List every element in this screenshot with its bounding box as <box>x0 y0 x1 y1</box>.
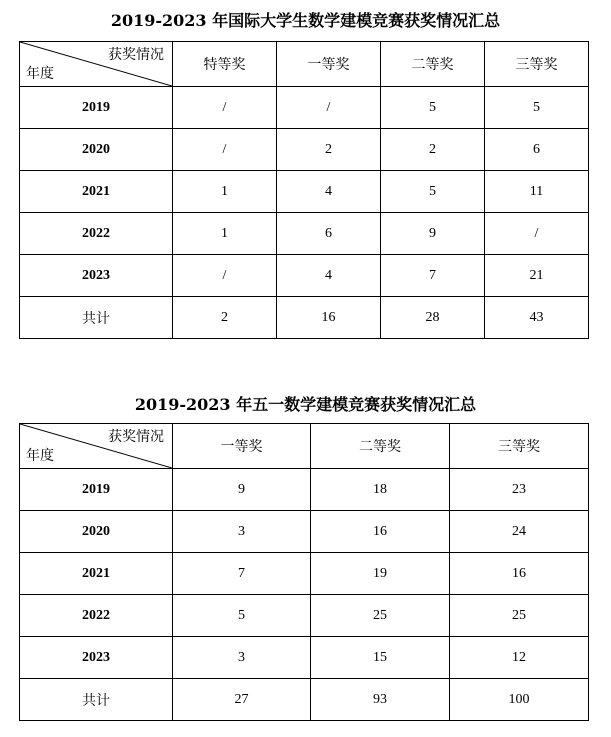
table-cell: 2 <box>173 297 277 339</box>
table-cell: 25 <box>450 595 589 637</box>
table-cell: 4 <box>277 255 381 297</box>
table-cell: / <box>277 87 381 129</box>
table-cell: 7 <box>173 553 311 595</box>
column-header: 二等奖 <box>311 424 450 469</box>
table-cell: 3 <box>173 511 311 553</box>
table-cell: 6 <box>485 129 589 171</box>
corner-label-awards: 获奖情况 <box>108 47 164 63</box>
row-year: 2019 <box>20 87 173 129</box>
table-total-row <box>20 297 589 339</box>
table-cell: 28 <box>381 297 485 339</box>
row-year: 2022 <box>20 595 173 637</box>
row-year: 2022 <box>20 213 173 255</box>
table-cell: 16 <box>450 553 589 595</box>
table-row <box>20 469 589 511</box>
corner-label-year: 年度 <box>26 448 54 464</box>
table2-corner-cell <box>20 424 173 469</box>
table-cell: 9 <box>381 213 485 255</box>
table-cell: 9 <box>173 469 311 511</box>
column-header: 一等奖 <box>277 42 381 87</box>
table2-title: 2019-2023 年五一数学建模竞赛获奖情况汇总 <box>134 395 477 414</box>
table-cell: 5 <box>173 595 311 637</box>
corner-label-awards: 获奖情况 <box>108 429 164 445</box>
table1-header-row <box>20 42 589 87</box>
table2-header-row <box>20 424 589 469</box>
row-year: 2021 <box>20 553 173 595</box>
column-header: 三等奖 <box>450 424 589 469</box>
table-cell: 24 <box>450 511 589 553</box>
table-cell: 2 <box>381 129 485 171</box>
table-row <box>20 255 589 297</box>
table-cell: 5 <box>381 171 485 213</box>
table-cell: 19 <box>311 553 450 595</box>
row-year: 2019 <box>20 469 173 511</box>
table1-icm-awards <box>19 41 589 339</box>
table-cell: 3 <box>173 637 311 679</box>
row-year: 2021 <box>20 171 173 213</box>
table-cell: / <box>173 87 277 129</box>
table-cell: 16 <box>277 297 381 339</box>
table-cell: 7 <box>381 255 485 297</box>
row-year: 2020 <box>20 511 173 553</box>
table-cell: 21 <box>485 255 589 297</box>
corner-label-year: 年度 <box>26 66 54 82</box>
table1-title: 2019-2023 年国际大学生数学建模竞赛获奖情况汇总 <box>110 11 501 30</box>
table2-mayday-awards <box>19 423 589 721</box>
row-total-label: 共计 <box>20 679 173 721</box>
table-cell: 15 <box>311 637 450 679</box>
column-header: 三等奖 <box>485 42 589 87</box>
table-row <box>20 553 589 595</box>
table-cell: 18 <box>311 469 450 511</box>
table-total-row <box>20 679 589 721</box>
row-year: 2023 <box>20 255 173 297</box>
table-row <box>20 595 589 637</box>
table-cell: / <box>173 255 277 297</box>
table-cell: 1 <box>173 171 277 213</box>
table1-corner-cell <box>20 42 173 87</box>
table-row <box>20 511 589 553</box>
table-row <box>20 129 589 171</box>
table-cell: 1 <box>173 213 277 255</box>
table-cell: 93 <box>311 679 450 721</box>
table-cell: 16 <box>311 511 450 553</box>
row-year: 2020 <box>20 129 173 171</box>
table-cell: 43 <box>485 297 589 339</box>
table-cell: 27 <box>173 679 311 721</box>
table-row <box>20 213 589 255</box>
table-row <box>20 171 589 213</box>
table-cell: 2 <box>277 129 381 171</box>
table-cell: 100 <box>450 679 589 721</box>
column-header: 二等奖 <box>381 42 485 87</box>
row-total-label: 共计 <box>20 297 173 339</box>
table-cell: 23 <box>450 469 589 511</box>
table-row <box>20 637 589 679</box>
row-year: 2023 <box>20 637 173 679</box>
table-row <box>20 87 589 129</box>
table-cell: 11 <box>485 171 589 213</box>
column-header: 一等奖 <box>173 424 311 469</box>
table-cell: 5 <box>381 87 485 129</box>
column-header: 特等奖 <box>173 42 277 87</box>
table-cell: 12 <box>450 637 589 679</box>
table-cell: 5 <box>485 87 589 129</box>
table-cell: / <box>173 129 277 171</box>
table-cell: 4 <box>277 171 381 213</box>
table-cell: 25 <box>311 595 450 637</box>
table-cell: 6 <box>277 213 381 255</box>
table-cell: / <box>485 213 589 255</box>
